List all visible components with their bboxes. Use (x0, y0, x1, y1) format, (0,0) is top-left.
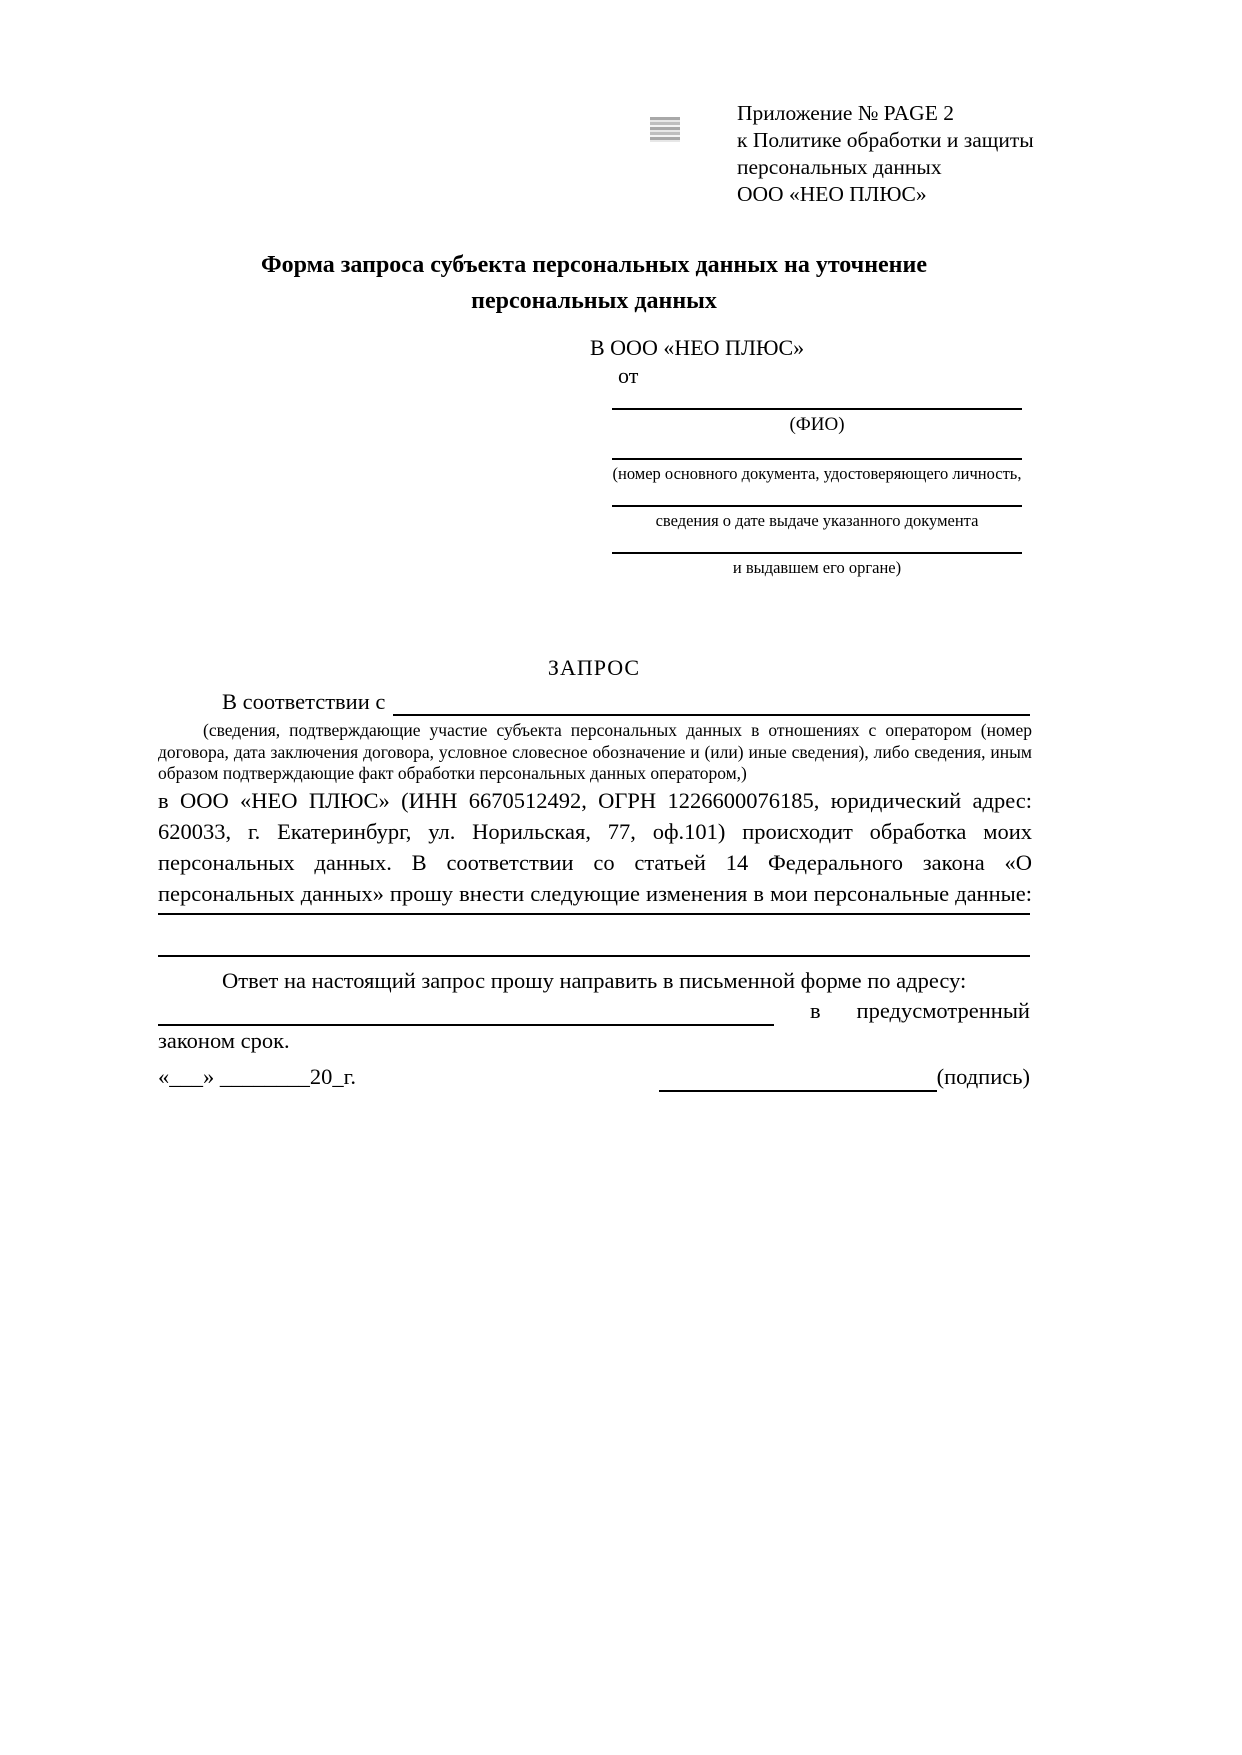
addressee-to: В ООО «НЕО ПЛЮС» (590, 335, 805, 360)
document-number-blank-field (612, 458, 1022, 484)
header-line-policy: к Политике обработки и защиты (737, 128, 1034, 152)
request-intro-line (158, 688, 1030, 716)
addressee-from: от (618, 363, 639, 388)
addressee-block (590, 334, 1030, 599)
basis-blank-line (393, 690, 1030, 716)
document-title-line2: персональных данных (471, 288, 717, 314)
document-number-caption: (номер основного документа, удостоверяющего личность, (612, 464, 1022, 483)
request-heading: ЗАПРОС (547, 655, 641, 680)
address-blank-line (158, 998, 774, 1026)
signature-blank-line (659, 1064, 937, 1092)
issuing-authority-blank-field (612, 552, 1022, 578)
addressee-fields (612, 408, 1022, 578)
issue-date-blank-field (612, 505, 1022, 531)
document-header (737, 100, 1067, 208)
response-paragraph-line3: законом срок. (158, 1028, 290, 1053)
embedded-image-icon (650, 117, 680, 142)
request-body-paragraph: в ООО «НЕО ПЛЮС» (ИНН 6670512492, ОГРН 1226600076185, юридический адрес: 620033, г. Екатеринбург, ул. Норильская, 77, оф.101) происходит обработка моих персональных данных. В соответствии со статьей 14 Федерального закона «О персональных данных» прошу внести следующие изменения в мои персональные данные: (158, 788, 1032, 906)
response-paragraph-line1: Ответ на настоящий запрос прошу направить в письменной форме по адресу: (222, 968, 967, 993)
header-line-appendix: Приложение № PAGE 2 (737, 101, 954, 125)
response-word-predusmotrennyj: предусмотренный (856, 998, 1030, 1023)
request-intro-prefix: В соответствии с (222, 689, 386, 714)
request-footnote: (сведения, подтверждающие участие субъекта персональных данных в отношениях с оператором (номер договора, дата заключения договора, условное словесное обозначение и (или) иные сведения), либо сведения, иным образом подтверждающие факт обработки персональных данных оператором,) (158, 720, 1032, 783)
response-word-v: в (809, 998, 821, 1023)
document-title-line1: Форма запроса субъекта персональных данных на уточнение (261, 252, 927, 278)
response-paragraph-line2 (158, 996, 1030, 1026)
changes-blank-line-2 (158, 955, 1030, 957)
header-line-personal-data: персональных данных (737, 155, 942, 179)
document-title (158, 247, 1030, 319)
fio-blank-field (612, 408, 1022, 437)
issuing-authority-caption: и выдавшем его органе) (732, 558, 902, 577)
fio-caption: (ФИО) (789, 414, 845, 435)
signature-caption: (подпись) (936, 1064, 1030, 1089)
issue-date-caption: сведения о дате выдаче указанного документа (655, 511, 979, 530)
header-line-company: ООО «НЕО ПЛЮС» (737, 182, 927, 206)
date-blank: «___» ________20_г. (158, 1064, 356, 1089)
signature-row (158, 1062, 1030, 1092)
changes-blank-line-1 (158, 913, 1030, 915)
